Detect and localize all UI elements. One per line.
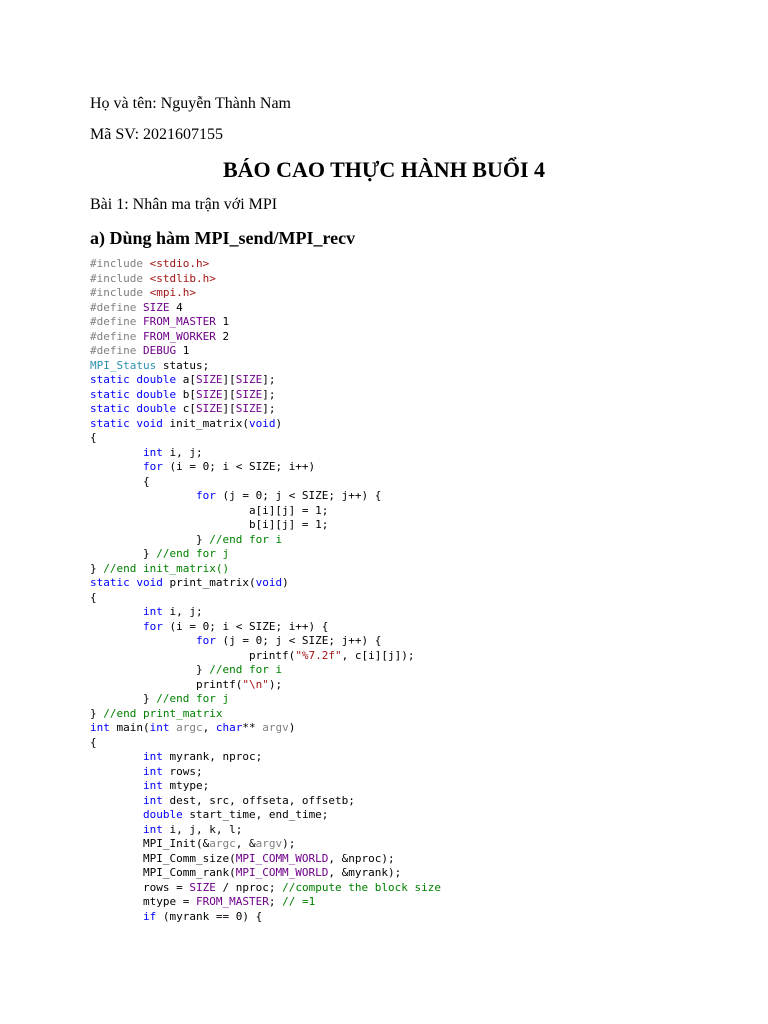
code-line (90, 576, 441, 591)
code-token-keyword: double (142, 808, 183, 821)
code-token-plain: MPI_Init(& (90, 837, 210, 850)
code-token-plain: dest, src, offseta, offsetb; (162, 793, 355, 807)
code-token-plain: main( (109, 721, 150, 734)
code-token-plain: ]; (262, 387, 276, 401)
student-name: Họ và tên: Nguyễn Thành Nam (90, 95, 291, 112)
code-token-plain: ); (282, 837, 296, 850)
code-line (90, 910, 441, 925)
code-token-plain: b[i][j] = 1; (90, 518, 329, 531)
code-token-plain: status; (156, 358, 210, 372)
code-token-comment: //end for i (209, 532, 283, 546)
code-token-plain: ]; (262, 373, 276, 386)
code-token-macro: SIZE (142, 300, 170, 314)
code-line (90, 779, 441, 794)
code-token-plain: } (90, 532, 210, 546)
code-token-plain: } (90, 561, 104, 575)
code-token-plain: 1 (215, 315, 230, 328)
code-token-comment: //compute the block size (282, 880, 442, 894)
code-token-plain: ][ (222, 402, 236, 415)
code-token-plain: a[i][j] = 1; (90, 503, 329, 517)
code-token-macro: FROM_MASTER (195, 895, 269, 908)
code-token-keyword: int (142, 779, 163, 792)
code-token-plain: } (90, 547, 157, 560)
code-token-macro: SIZE (235, 387, 263, 401)
code-token-plain: myrank, nproc; (162, 750, 263, 763)
code-token-keyword: int (142, 764, 163, 778)
code-token-plain: rows = (90, 880, 190, 894)
code-token-keyword: char (215, 721, 243, 734)
code-token-macro: SIZE (196, 387, 223, 401)
code-line (90, 330, 441, 345)
code-line (90, 301, 441, 316)
code-token-plain: , c[i][j]); (341, 648, 415, 662)
code-token-comment: //end init_matrix() (103, 561, 230, 575)
code-token-plain (90, 794, 143, 807)
code-token-plain (90, 446, 143, 459)
code-line (90, 852, 441, 867)
code-token-plain (90, 910, 143, 923)
code-token-directive: #include (90, 271, 150, 285)
code-line (90, 823, 441, 838)
code-line (90, 446, 441, 461)
code-token-directive: #define (90, 329, 143, 343)
code-token-plain: printf( (90, 648, 296, 662)
code-token-plain (90, 605, 143, 618)
code-line (90, 504, 441, 519)
code-token-plain: } (90, 706, 104, 720)
code-line (90, 678, 441, 693)
code-token-plain: (j = 0; j < SIZE; j++) { (215, 634, 382, 647)
code-token-plain: { (90, 590, 97, 604)
code-token-plain: } (90, 692, 157, 705)
code-line (90, 692, 441, 707)
code-token-keyword: int (142, 750, 163, 763)
code-token-plain (90, 750, 143, 763)
code-line (90, 315, 441, 330)
code-token-plain: 4 (169, 300, 183, 314)
code-token-plain (90, 765, 143, 778)
code-token-string: "\n" (242, 677, 269, 691)
code-token-type: MPI_Status (90, 358, 157, 372)
code-token-keyword: for (195, 489, 216, 502)
code-token-plain: printf( (90, 677, 243, 691)
code-token-string: "%7.2f" (295, 648, 342, 662)
code-token-plain: , &myrank); (328, 866, 402, 879)
code-token-keyword: int (149, 721, 170, 734)
code-token-directive: #define (90, 344, 143, 357)
code-token-plain: ]; (262, 402, 276, 415)
code-token-plain: print_matrix( (162, 576, 256, 589)
code-token-plain: ; (268, 895, 283, 908)
code-token-keyword: static (90, 402, 130, 415)
code-token-keyword: static (90, 576, 130, 589)
code-line (90, 359, 441, 374)
code-token-plain: (i = 0; i < SIZE; i++) { (162, 619, 329, 633)
code-token-comment: // =1 (282, 895, 316, 908)
code-token-keyword: if (142, 909, 157, 923)
code-token-macro: SIZE (196, 373, 223, 386)
code-line (90, 866, 441, 881)
code-token-macro: MPI_COMM_WORLD (235, 851, 329, 865)
code-token-keyword: int (142, 793, 163, 807)
code-line (90, 562, 441, 577)
code-token-plain: , & (235, 837, 256, 850)
code-token-plain: mtype = (90, 895, 196, 908)
code-token-keyword: double (136, 402, 177, 415)
code-token-comment: //end print_matrix (103, 706, 223, 720)
code-token-keyword: int (142, 445, 163, 459)
code-token-plain (90, 808, 143, 821)
code-token-keyword: int (90, 721, 110, 734)
code-token-keyword: for (195, 634, 216, 647)
code-line (90, 794, 441, 809)
code-line (90, 518, 441, 533)
code-line (90, 707, 441, 722)
code-token-plain: rows; (162, 764, 203, 778)
code-token-plain: ) (275, 416, 283, 430)
code-line (90, 895, 441, 910)
code-line (90, 663, 441, 678)
code-line (90, 620, 441, 635)
code-token-keyword: int (142, 605, 163, 618)
code-token-plain: ) (288, 721, 296, 734)
code-line (90, 489, 441, 504)
code-token-directive: #include (90, 257, 150, 270)
code-token-plain (90, 823, 143, 836)
code-line (90, 272, 441, 287)
code-token-header: <stdlib.h> (149, 271, 216, 285)
code-token-plain: i, j; (162, 605, 203, 618)
code-token-keyword: double (136, 387, 177, 401)
code-token-plain: { (90, 735, 97, 749)
code-token-plain (90, 460, 143, 473)
code-token-macro: FROM_MASTER (142, 315, 216, 328)
code-token-keyword: for (142, 460, 163, 473)
code-token-keyword: for (142, 619, 163, 633)
code-token-plain: 2 (215, 329, 230, 343)
code-line (90, 475, 441, 490)
code-token-plain: b[ (176, 387, 196, 401)
code-token-plain: i, j, k, l; (162, 822, 243, 836)
code-line (90, 344, 441, 359)
code-line (90, 286, 441, 301)
code-token-plain: i, j; (162, 445, 203, 459)
code-token-plain: ][ (222, 387, 236, 401)
code-token-macro: MPI_COMM_WORLD (235, 866, 329, 879)
code-token-plain: (i = 0; i < SIZE; i++) (162, 460, 316, 473)
report-title: BÁO CAO THỰC HÀNH BUỔI 4 (222, 157, 546, 182)
student-id: Mã SV: 2021607155 (90, 126, 224, 143)
code-line (90, 750, 441, 765)
code-token-plain: / nproc; (215, 880, 283, 894)
code-line (90, 460, 441, 475)
code-token-keyword: double (136, 373, 177, 386)
code-token-plain: { (90, 431, 97, 444)
code-line (90, 533, 441, 548)
code-token-directive: #include (90, 286, 150, 299)
code-token-macro: SIZE (196, 402, 223, 415)
code-token-plain (90, 779, 143, 792)
code-line (90, 431, 441, 446)
code-line (90, 881, 441, 896)
code-line (90, 808, 441, 823)
code-token-directive: #define (90, 315, 143, 328)
code-token-keyword: static (90, 387, 130, 401)
code-token-keyword: static (90, 373, 130, 386)
code-token-plain: (j = 0; j < SIZE; j++) { (215, 489, 382, 502)
code-token-macro: DEBUG (142, 344, 177, 357)
code-token-macro: SIZE (235, 402, 263, 415)
code-token-plain: } (90, 663, 210, 676)
code-listing (90, 257, 441, 924)
code-token-macro: SIZE (189, 880, 216, 894)
code-token-plain: ) (282, 576, 289, 589)
code-token-macro: FROM_WORKER (142, 329, 216, 343)
code-token-keyword: int (142, 822, 163, 836)
code-token-plain: start_time, end_time; (182, 808, 329, 821)
code-token-comment: //end for j (156, 692, 230, 705)
code-token-plain: , (202, 721, 216, 734)
code-line (90, 373, 441, 388)
code-token-plain: c[ (176, 402, 196, 415)
code-token-plain (90, 620, 143, 633)
code-token-plain: MPI_Comm_size( (90, 851, 236, 865)
code-token-keyword: void (136, 416, 163, 430)
code-line (90, 417, 441, 432)
code-token-plain (90, 634, 196, 647)
code-token-keyword: static (90, 416, 130, 430)
code-token-param: argc (176, 721, 203, 734)
code-token-plain: , &nproc); (328, 851, 395, 865)
code-token-macro: SIZE (235, 373, 263, 386)
code-line (90, 634, 441, 649)
code-token-plain (90, 489, 196, 502)
code-line (90, 547, 441, 562)
code-token-param: argv (255, 837, 283, 850)
code-line (90, 765, 441, 780)
code-token-header: <stdio.h> (149, 257, 210, 270)
code-token-param: argc (209, 837, 236, 850)
code-line (90, 257, 441, 272)
code-token-param: argv (262, 721, 289, 734)
code-token-header: <mpi.h> (149, 286, 196, 299)
code-line (90, 649, 441, 664)
code-token-plain: a[ (176, 373, 196, 386)
section-heading: a) Dùng hàm MPI_send/MPI_recv (90, 228, 356, 248)
code-token-keyword: void (136, 576, 163, 589)
code-token-comment: //end for j (156, 547, 230, 560)
code-token-plain: ][ (222, 373, 236, 386)
code-line (90, 837, 441, 852)
code-token-directive: #define (90, 300, 143, 314)
code-token-plain: init_matrix( (162, 416, 249, 430)
code-token-keyword: void (248, 416, 276, 430)
code-line (90, 736, 441, 751)
code-token-keyword: void (255, 576, 283, 589)
code-line (90, 402, 441, 417)
code-token-plain: (myrank == 0) { (156, 909, 263, 923)
code-token-plain: ); (268, 677, 283, 691)
code-line (90, 721, 441, 736)
exercise-title: Bài 1: Nhân ma trận với MPI (90, 196, 278, 213)
code-token-plain: 1 (176, 344, 190, 357)
code-token-plain: { (90, 474, 150, 488)
code-token-plain: MPI_Comm_rank( (90, 866, 236, 879)
code-line (90, 591, 441, 606)
code-line (90, 388, 441, 403)
code-token-plain: mtype; (162, 779, 210, 792)
code-token-plain: ** (242, 721, 263, 734)
code-line (90, 605, 441, 620)
code-token-comment: //end for i (209, 663, 283, 676)
